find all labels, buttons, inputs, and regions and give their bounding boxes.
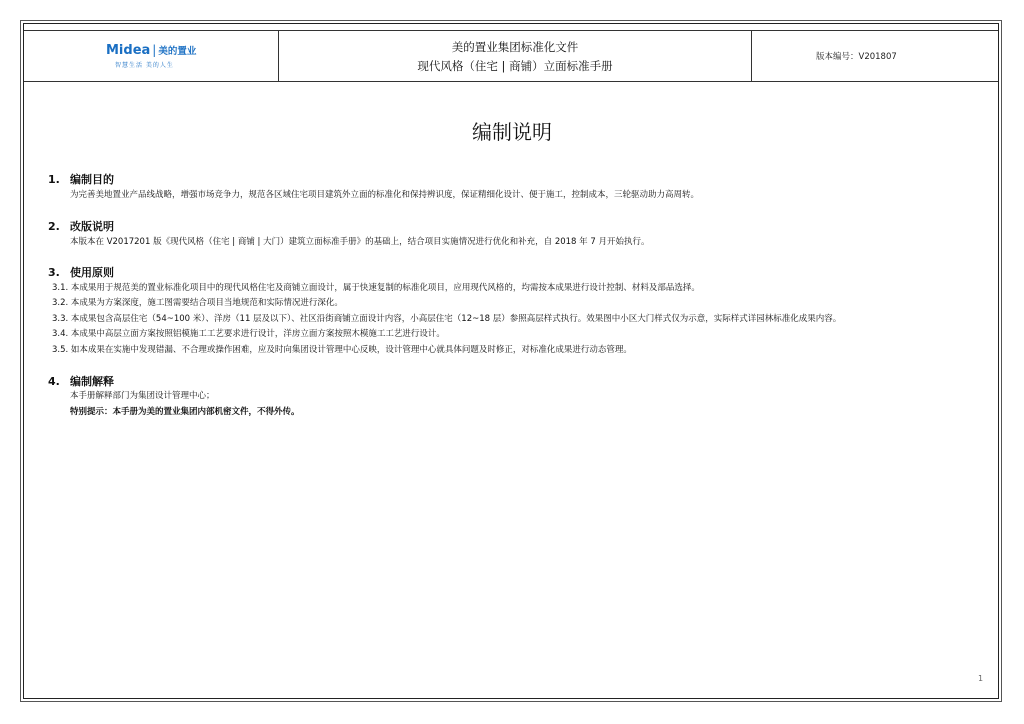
logo-brand: Midea [106,43,151,58]
section-number: 3. [48,266,60,279]
section-heading [48,264,114,280]
section-title: 编制解释 [70,375,114,388]
section-number: 1. [48,173,60,186]
paragraph-line: 为完善美地置业产品线战略，增强市场竞争力，规范各区域住宅项目建筑外立面的标准化和保持辨识度，保证精细化设计、便于施工，控制成本，三轮驱动助力高周转。 [70,190,700,200]
section-title: 使用原则 [70,266,114,279]
page-title: 编制说明 [472,120,552,144]
header-logo-cell [24,31,279,82]
logo-brand-cn: 美的置业 [158,46,197,57]
section-heading [48,218,114,234]
list-item: 3.4. 本成果中高层立面方案按照铝模施工工艺要求进行设计，洋房立面方案按照木模施工工艺进行设计。 [52,329,445,339]
header-title-cell [279,31,752,82]
section-title: 改版说明 [70,220,114,233]
list-item: 3.5. 如本成果在实施中发现错漏、不合理或操作困难，应及时向集团设计管理中心反映，设计管理中心就具体问题及时修正，对标准化成果进行动态管理。 [52,345,632,355]
version-number: 版本编号：V201807 [816,52,897,62]
document-header [24,30,998,82]
doc-title: 美的置业集团标准化文件 [451,40,579,54]
list-item: 3.2. 本成果为方案深度，施工图需要结合项目当地规范和实际情况进行深化。 [52,298,343,308]
header-version-cell [752,31,998,82]
list-item: 3.3. 本成果包含高层住宅（54~100 米）、洋房（11 层及以下）、社区沿街商铺立面设计内容，小高层住宅（12~18 层）参照高层样式执行。效果图中小区大门样式仅为示意，实际样式详园林标准化成果内容。 [52,314,842,324]
doc-subtitle: 现代风格（住宅 | 商铺）立面标准手册 [417,59,613,73]
page-number: 1 [978,674,984,683]
section-number: 4. [48,375,60,388]
section-title: 编制目的 [70,173,114,186]
logo-slogan: 智慧生活 美的人生 [115,62,174,69]
special-notice: 特别提示：本手册为美的置业集团内部机密文件，不得外传。 [70,407,300,417]
logo-separator: | [152,43,157,57]
paragraph-line: 本版本在 V2017201 版《现代风格（住宅 | 商铺 | 大门）建筑立面标准手册》的基础上，结合项目实施情况进行优化和补充，自 2018 年 7 月开始执行。 [70,237,650,247]
section-number: 2. [48,220,60,233]
paragraph-line: 本手册解释部门为集团设计管理中心； [70,391,215,401]
section-heading [48,171,114,187]
list-item: 3.1. 本成果用于规范美的置业标准化项目中的现代风格住宅及商铺立面设计，属于快速复制的标准化项目，应用现代风格的，均需按本成果进行设计控制、材料及部品选择。 [52,283,700,293]
section-heading [48,373,114,389]
